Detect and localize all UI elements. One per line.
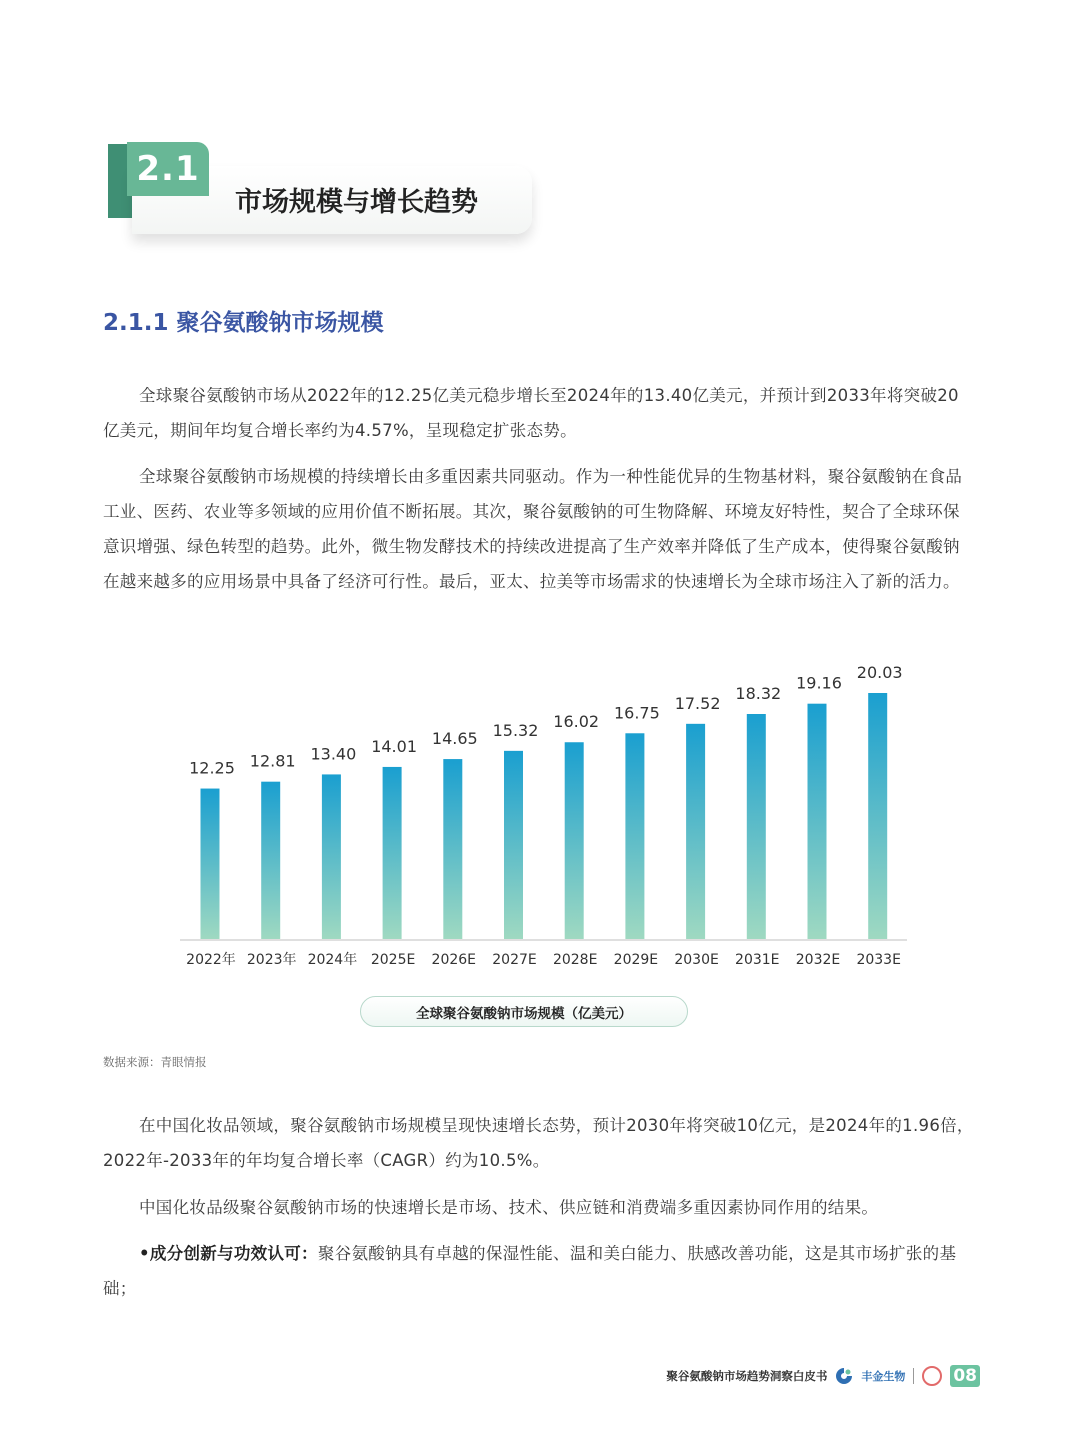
x-tick-label: 2026E [431, 952, 477, 968]
x-tick-label: 2033E [856, 952, 901, 968]
x-tick-label: 2032E [795, 952, 841, 968]
bar-chart-svg [175, 655, 915, 985]
section-number: 2.1 [127, 142, 209, 196]
bar-2030E [686, 724, 705, 939]
bar-2027E [504, 751, 523, 939]
footer-doc-title: 聚谷氨酸钠市场趋势洞察白皮书 [666, 1369, 828, 1383]
bar-2024年 [322, 774, 341, 939]
bar-2025E [383, 767, 402, 939]
x-tick-label: 2028E [552, 952, 598, 968]
paragraph-3: 在中国化妆品领域，聚谷氨酸钠市场规模呈现快速增长态势，预计2030年将突破10亿元，是2024年的1.96倍，2022年-2033年的年均复合增长率（CAGR）约为10.5%。 [103, 1116, 974, 1170]
footer-divider [913, 1368, 914, 1384]
bar-2029E [625, 733, 644, 939]
section-header [105, 140, 545, 250]
bar-2022年 [201, 789, 220, 939]
paragraph-5 [103, 1236, 975, 1306]
bar-value-label: 15.32 [492, 720, 539, 740]
chart-caption: 全球聚谷氨酸钠市场规模（亿美元） [360, 996, 688, 1027]
bar-value-label: 17.52 [674, 693, 721, 713]
footer-brand-name: 丰金生物 [861, 1370, 906, 1383]
bar-value-label: 20.03 [856, 663, 903, 682]
bar-value-label: 19.16 [796, 673, 842, 693]
x-tick-label: 2027E [492, 952, 537, 968]
paragraph-2: 全球聚谷氨酸钠市场规模的持续增长由多重因素共同驱动。作为一种性能优异的生物基材料，聚谷氨酸钠在食品工业、医药、农业等多领域的应用价值不断拓展。其次，聚谷氨酸钠的可生物降解、环境友好特性，契合了全球环保意识增强、绿色转型的趋势。此外，微生物发酵技术的持续改进提高了生产效率并降低了生产成本，使得聚谷氨酸钠在越来越多的应用场景中具备了经济可行性。最后，亚太、拉美等市场需求的快速增长为全球市场注入了新的活力。 [103, 467, 963, 591]
bullet-text: 聚谷氨酸钠具有卓越的保湿性能、温和美白能力、肤感改善功能，这是其市场扩张的基础； [103, 1244, 957, 1298]
x-tick-label: 2029E [613, 952, 659, 968]
page-number: 08 [950, 1365, 980, 1387]
bar-value-label: 18.32 [735, 684, 782, 704]
x-tick-label: 2023年 [246, 952, 297, 968]
paragraph-4: 中国化妆品级聚谷氨酸钠市场的快速增长是市场、技术、供应链和消费端多重因素协同作用的结果。 [139, 1198, 879, 1217]
section-title: 市场规模与增长趋势 [235, 187, 478, 218]
market-size-chart [175, 655, 915, 985]
bar-2026E [443, 759, 462, 939]
bar-value-label: 14.01 [371, 736, 418, 756]
bar-value-label: 14.65 [431, 729, 478, 749]
partner-logo-icon [922, 1366, 942, 1386]
bullet-heading: •成分创新与功效认可： [139, 1244, 318, 1263]
bar-2023年 [261, 782, 280, 939]
bar-value-label: 16.02 [553, 712, 600, 732]
page-footer [666, 1364, 980, 1388]
x-tick-label: 2025E [370, 952, 416, 968]
x-tick-label: 2030E [674, 952, 719, 968]
bar-2033E [868, 693, 887, 939]
x-tick-label: 2031E [735, 952, 780, 968]
subsection-title: 2.1.1 聚谷氨酸钠市场规模 [103, 310, 384, 336]
x-tick-label: 2024年 [307, 952, 358, 968]
paragraph-1: 全球聚谷氨酸钠市场从2022年的12.25亿美元稳步增长至2024年的13.40亿美元，并预计到2033年将突破20亿美元，期间年均复合增长率约为4.57%，呈现稳定扩张态势。 [103, 386, 959, 440]
bar-2031E [747, 714, 766, 939]
brand-logo-icon [835, 1367, 853, 1385]
bar-value-label: 13.40 [310, 744, 357, 764]
bar-value-label: 12.25 [189, 758, 235, 778]
bar-2032E [808, 704, 827, 939]
bar-value-label: 16.75 [613, 703, 660, 723]
bar-value-label: 12.81 [249, 751, 296, 771]
bar-2028E [565, 742, 584, 939]
data-source: 数据来源：青眼情报 [103, 1055, 207, 1069]
x-tick-label: 2022年 [186, 952, 236, 968]
